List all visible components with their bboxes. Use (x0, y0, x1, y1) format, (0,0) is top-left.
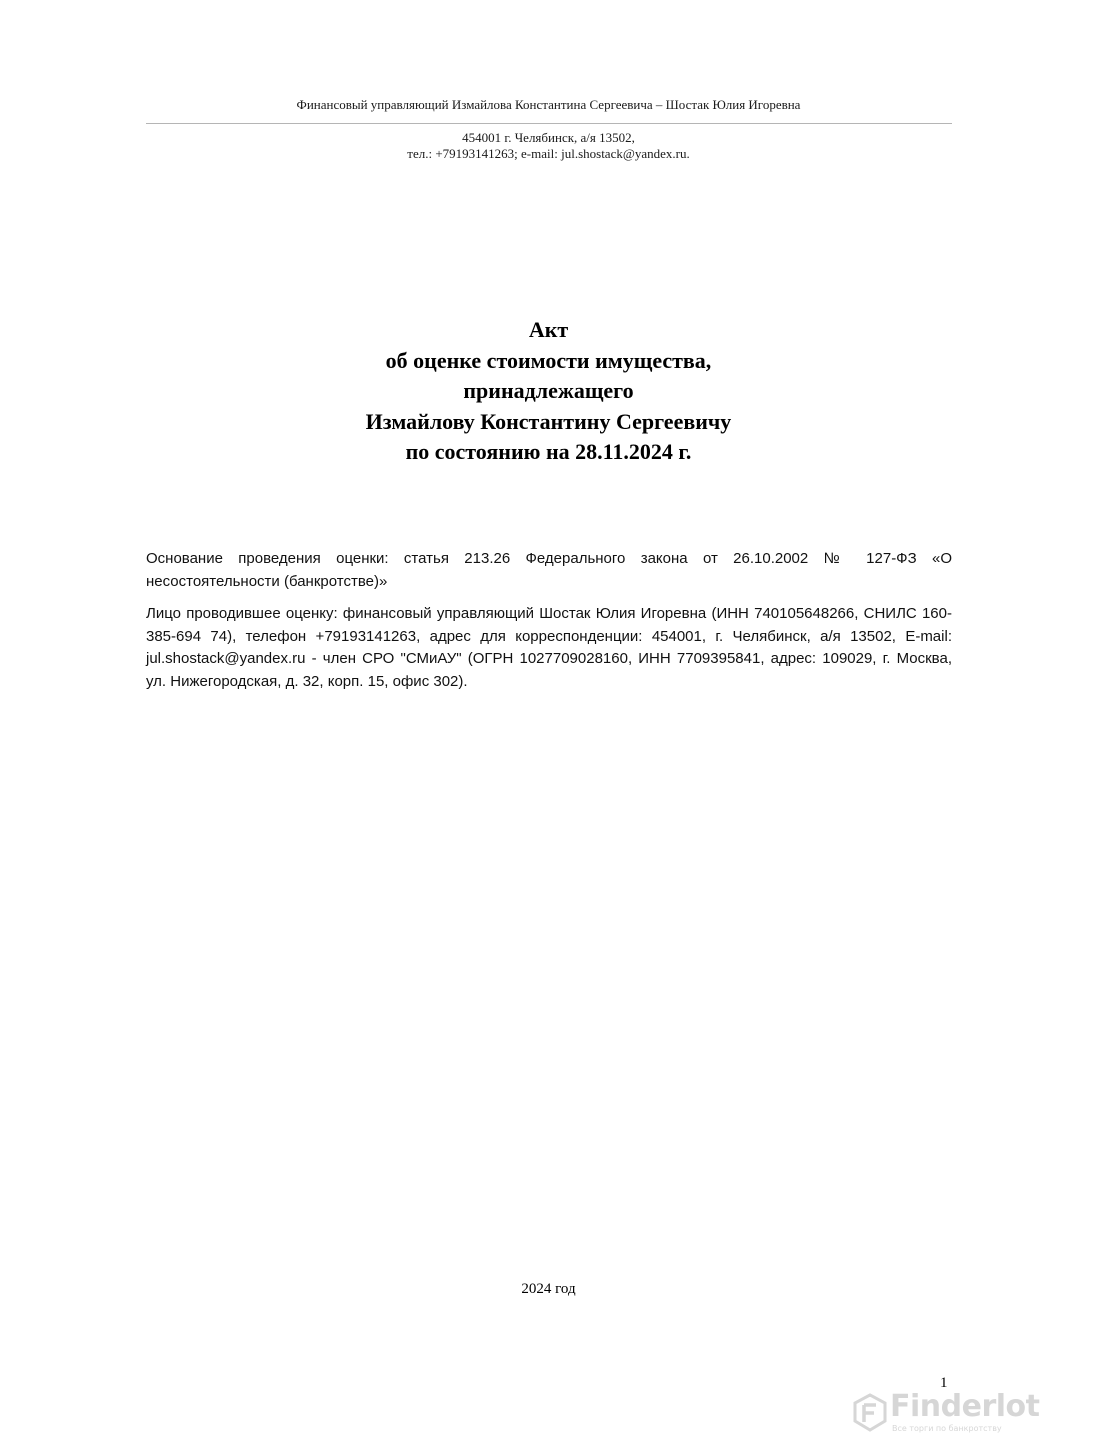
watermark-tagline: Все торги по банкротству (892, 1424, 1002, 1433)
watermark-name: Finderlot (890, 1389, 1040, 1424)
header-divider (146, 123, 952, 124)
title-line-5: по состоянию на 28.11.2024 г. (405, 439, 692, 464)
header-line: Финансовый управляющий Измайлова Константина Сергеевича – Шостак Юлия Игоревна (296, 97, 801, 112)
title-line-4: Измайлову Константину Сергеевичу (365, 408, 732, 434)
contact-line: тел.: +79193141263; e-mail: jul.shostack@yandex.ru. (407, 146, 690, 161)
finderlot-watermark (850, 1389, 1040, 1442)
page-number: 1 (940, 1375, 948, 1391)
document-year: 2024 год (521, 1281, 576, 1297)
title-line-1: Акт (528, 317, 569, 342)
address-line: 454001 г. Челябинск, а/я 13502, (462, 130, 635, 145)
document-title (0, 315, 1097, 468)
finderlot-logo-icon (850, 1392, 890, 1434)
address-block (0, 130, 1097, 162)
title-line-3: принадлежащего (463, 378, 634, 403)
basis-paragraph: Основание проведения оценки: статья 213.26 Федерального закона от 26.10.2002 № 127-ФЗ «О несостоятельности (банкротстве)» (146, 550, 952, 590)
title-line-2: об оценке стоимости имущества, (385, 347, 712, 373)
appraiser-paragraph: Лицо проводившее оценку: финансовый управляющий Шостак Юлия Игоревна (ИНН 740105648266, СНИЛС 160-385-694 74), телефон +79193141263, адрес для корреспонденции: 454001, г. Челябинск, а/я 13502, E-mail: jul.shostack@yandex.ru - член СРО "СМиАУ" (ОГРН 1027709028160, ИНН 7709395841, адрес: 109029, г. Москва, ул. Нижегородская, д. 32, корп. 15, офис 302). (146, 605, 952, 690)
